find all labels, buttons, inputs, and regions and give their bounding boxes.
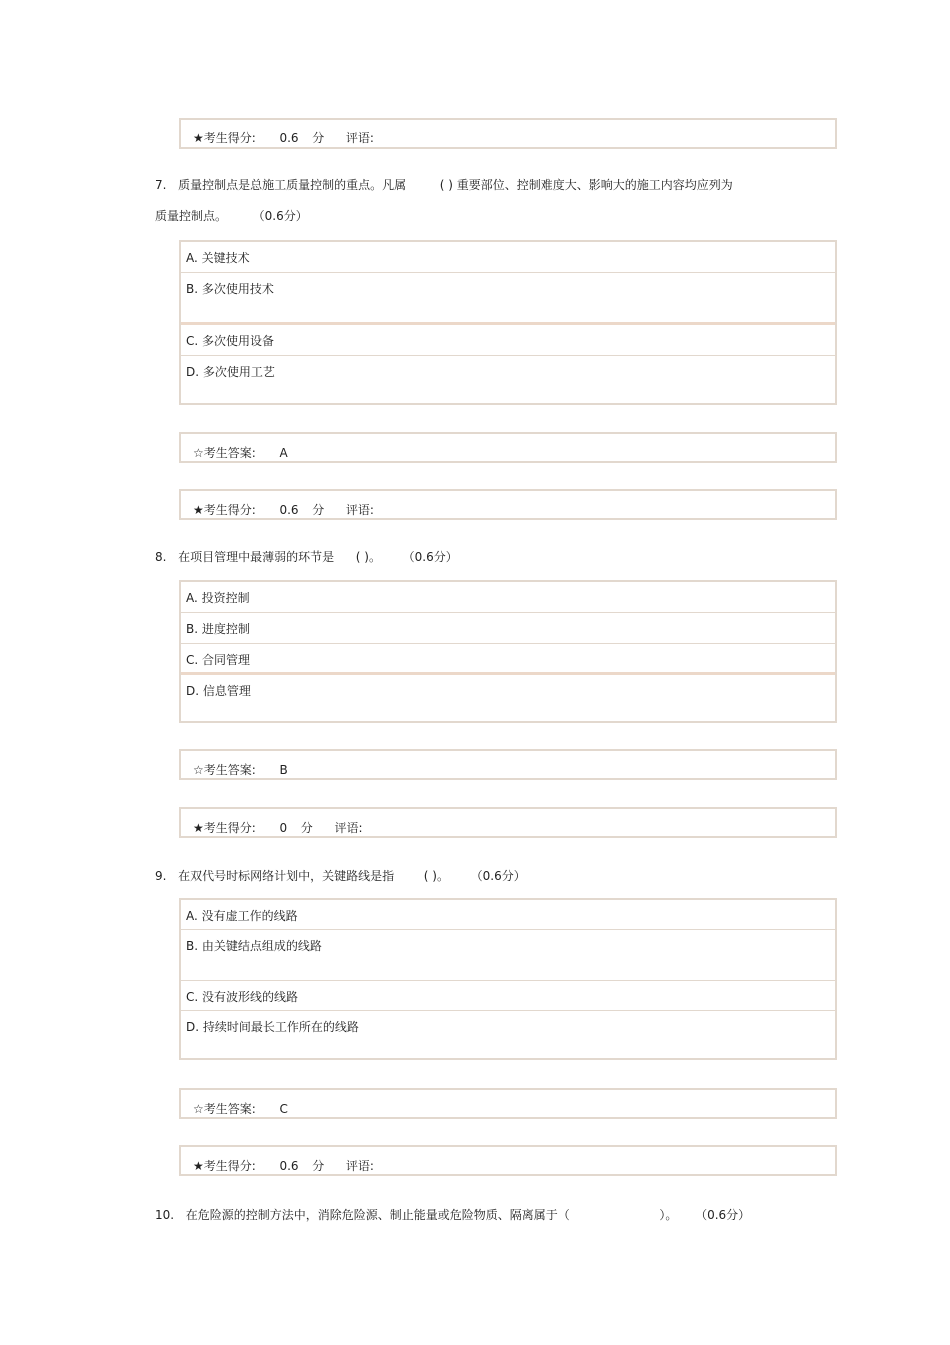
option-label: A. 关键技术 [186,251,250,265]
option-a[interactable] [181,242,835,273]
option-c[interactable] [181,644,835,675]
question-stem: 质量控制点是总施工质量控制的重点。凡属 [178,178,407,192]
option-c[interactable] [181,325,835,356]
option-label: C. 多次使用设备 [186,334,275,348]
score-label: ★考生得分: [193,1159,256,1173]
comment-label: 评语: [345,131,374,145]
comment-label: 评语: [334,821,363,835]
question-blank-end: ）。 [659,1208,678,1222]
option-b[interactable] [181,273,835,325]
prev-score-box [179,118,837,149]
question-9-options [179,898,837,1060]
score-unit: 分 [312,503,325,517]
score-label: ★考生得分: [193,131,256,145]
question-9-text [155,867,526,884]
question-points: （0.6分） [252,209,308,223]
question-points: （0.6分） [695,1208,751,1222]
option-label: D. 多次使用工艺 [186,365,275,379]
question-blank: ( )。 [355,550,381,564]
option-b[interactable] [181,930,835,981]
option-label: A. 没有虚工作的线路 [186,909,298,923]
question-8-answer-box [179,749,837,780]
option-d[interactable] [181,1011,835,1058]
question-7-text [155,176,733,193]
question-number: 9. [155,869,167,883]
question-9-answer-box [179,1088,837,1119]
option-label: B. 多次使用技术 [186,282,274,296]
question-10-text [155,1206,750,1223]
question-stem: 在双代号时标网络计划中，关键路线是指 [178,869,395,883]
question-9-score-box [179,1145,837,1176]
question-8-score-box [179,807,837,838]
option-label: B. 由关键结点组成的线路 [186,939,322,953]
question-stem-end: 质量控制点。 [155,209,228,223]
answer-label: ☆考生答案: [193,763,256,777]
score-value: 0.6 [279,503,299,517]
option-label: A. 投资控制 [186,591,250,605]
question-7-score-box [179,489,837,520]
option-label: D. 信息管理 [186,684,251,698]
option-a[interactable] [181,582,835,613]
comment-label: 评语: [345,1159,374,1173]
question-8-text [155,548,458,565]
score-unit: 分 [312,131,325,145]
question-7-answer-box [179,432,837,463]
question-7-options [179,240,837,405]
question-7-text-line2 [155,207,308,224]
option-label: B. 进度控制 [186,622,250,636]
score-unit: 分 [300,821,313,835]
answer-value: C [279,1102,288,1116]
question-points: （0.6分） [402,550,458,564]
question-points: （0.6分） [470,869,526,883]
score-value: 0 [279,821,288,835]
score-value: 0.6 [279,1159,299,1173]
option-label: C. 没有波形线的线路 [186,990,299,1004]
question-8-options [179,580,837,723]
score-label: ★考生得分: [193,503,256,517]
score-label: ★考生得分: [193,821,256,835]
answer-value: B [279,763,288,777]
answer-value: A [279,446,288,460]
question-number: 8. [155,550,167,564]
answer-label: ☆考生答案: [193,446,256,460]
option-c[interactable] [181,981,835,1011]
option-a[interactable] [181,900,835,930]
question-stem-cont: ( ) 重要部位、控制难度大、影响大的施工内容均应列为 [439,178,733,192]
question-blank: ( )。 [423,869,449,883]
question-number: 7. [155,178,167,192]
option-d[interactable] [181,356,835,403]
score-unit: 分 [312,1159,325,1173]
answer-label: ☆考生答案: [193,1102,256,1116]
question-stem: 在危险源的控制方法中，消除危险源、制止能量或危险物质、隔离属于（ [185,1208,570,1222]
option-b[interactable] [181,613,835,644]
score-line [193,129,374,146]
option-d[interactable] [181,675,835,721]
score-value: 0.6 [279,131,299,145]
option-label: C. 合同管理 [186,653,251,667]
option-label: D. 持续时间最长工作所在的线路 [186,1020,359,1034]
question-stem: 在项目管理中最薄弱的环节是 [178,550,335,564]
comment-label: 评语: [345,503,374,517]
question-number: 10. [155,1208,175,1222]
